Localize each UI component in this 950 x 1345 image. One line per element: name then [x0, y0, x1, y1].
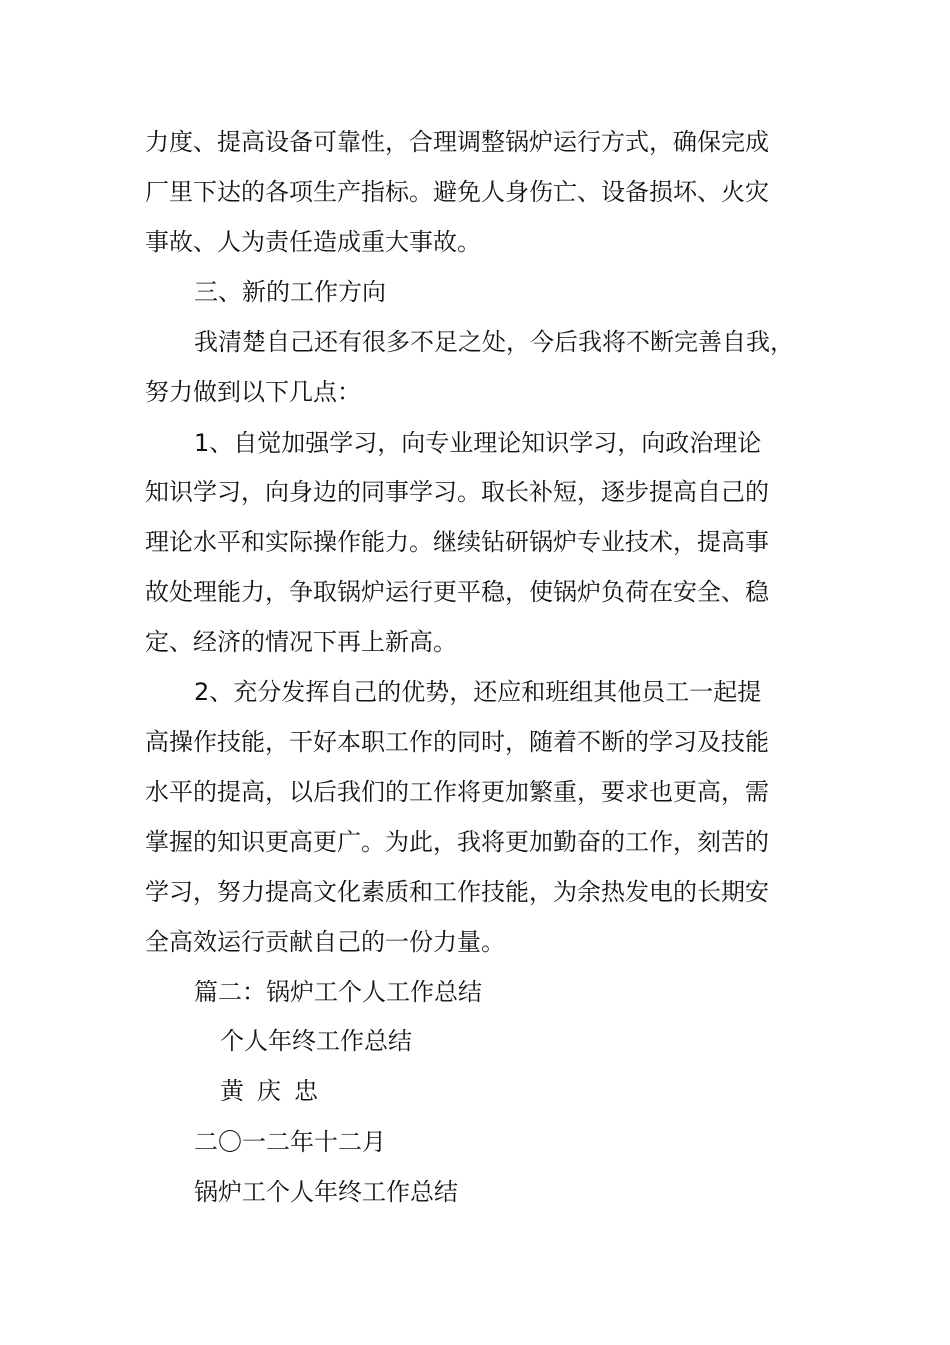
list-item-1-line: 1、自觉加强学习，向专业理论知识学习，向政治理论 — [194, 429, 762, 457]
body-text-line: 全高效运行贡献自己的一份力量。 — [145, 928, 505, 956]
section-heading: 三、新的工作方向 — [194, 278, 386, 306]
body-text-line: 厂里下达的各项生产指标。避免人身伤亡、设备损坏、火灾 — [145, 178, 769, 206]
author-name: 黄庆忠 — [220, 1077, 331, 1105]
body-text-line: 知识学习，向身边的同事学习。取长补短，逐步提高自己的 — [145, 478, 769, 506]
body-text-line: 努力做到以下几点： — [145, 378, 361, 406]
list-item-2-line: 2、充分发挥自己的优势，还应和班组其他员工一起提 — [194, 678, 762, 706]
body-text-line: 力度、提高设备可靠性，合理调整锅炉运行方式，确保完成 — [145, 128, 769, 156]
body-text-line: 事故、人为责任造成重大事故。 — [145, 228, 481, 256]
body-text-line: 我清楚自己还有很多不足之处，今后我将不断完善自我， — [194, 328, 794, 356]
body-text-line: 学习，努力提高文化素质和工作技能，为余热发电的长期安 — [145, 878, 769, 906]
body-text-line: 理论水平和实际操作能力。继续钻研锅炉专业技术，提高事 — [145, 528, 769, 556]
body-text-line: 故处理能力，争取锅炉运行更平稳，使锅炉负荷在安全、稳 — [145, 578, 769, 606]
body-text-line: 掌握的知识更高更广。为此，我将更加勤奋的工作，刻苦的 — [145, 828, 769, 856]
report-subtitle: 锅炉工个人年终工作总结 — [194, 1178, 458, 1206]
body-text-line: 水平的提高，以后我们的工作将更加繁重，要求也更高，需 — [145, 778, 769, 806]
report-title: 个人年终工作总结 — [220, 1027, 412, 1055]
body-text-line: 定、经济的情况下再上新高。 — [145, 628, 457, 656]
article-heading: 篇二：锅炉工个人工作总结 — [194, 978, 482, 1006]
body-text-line: 高操作技能，干好本职工作的同时，随着不断的学习及技能 — [145, 728, 769, 756]
report-date: 二〇一二年十二月 — [194, 1128, 386, 1156]
